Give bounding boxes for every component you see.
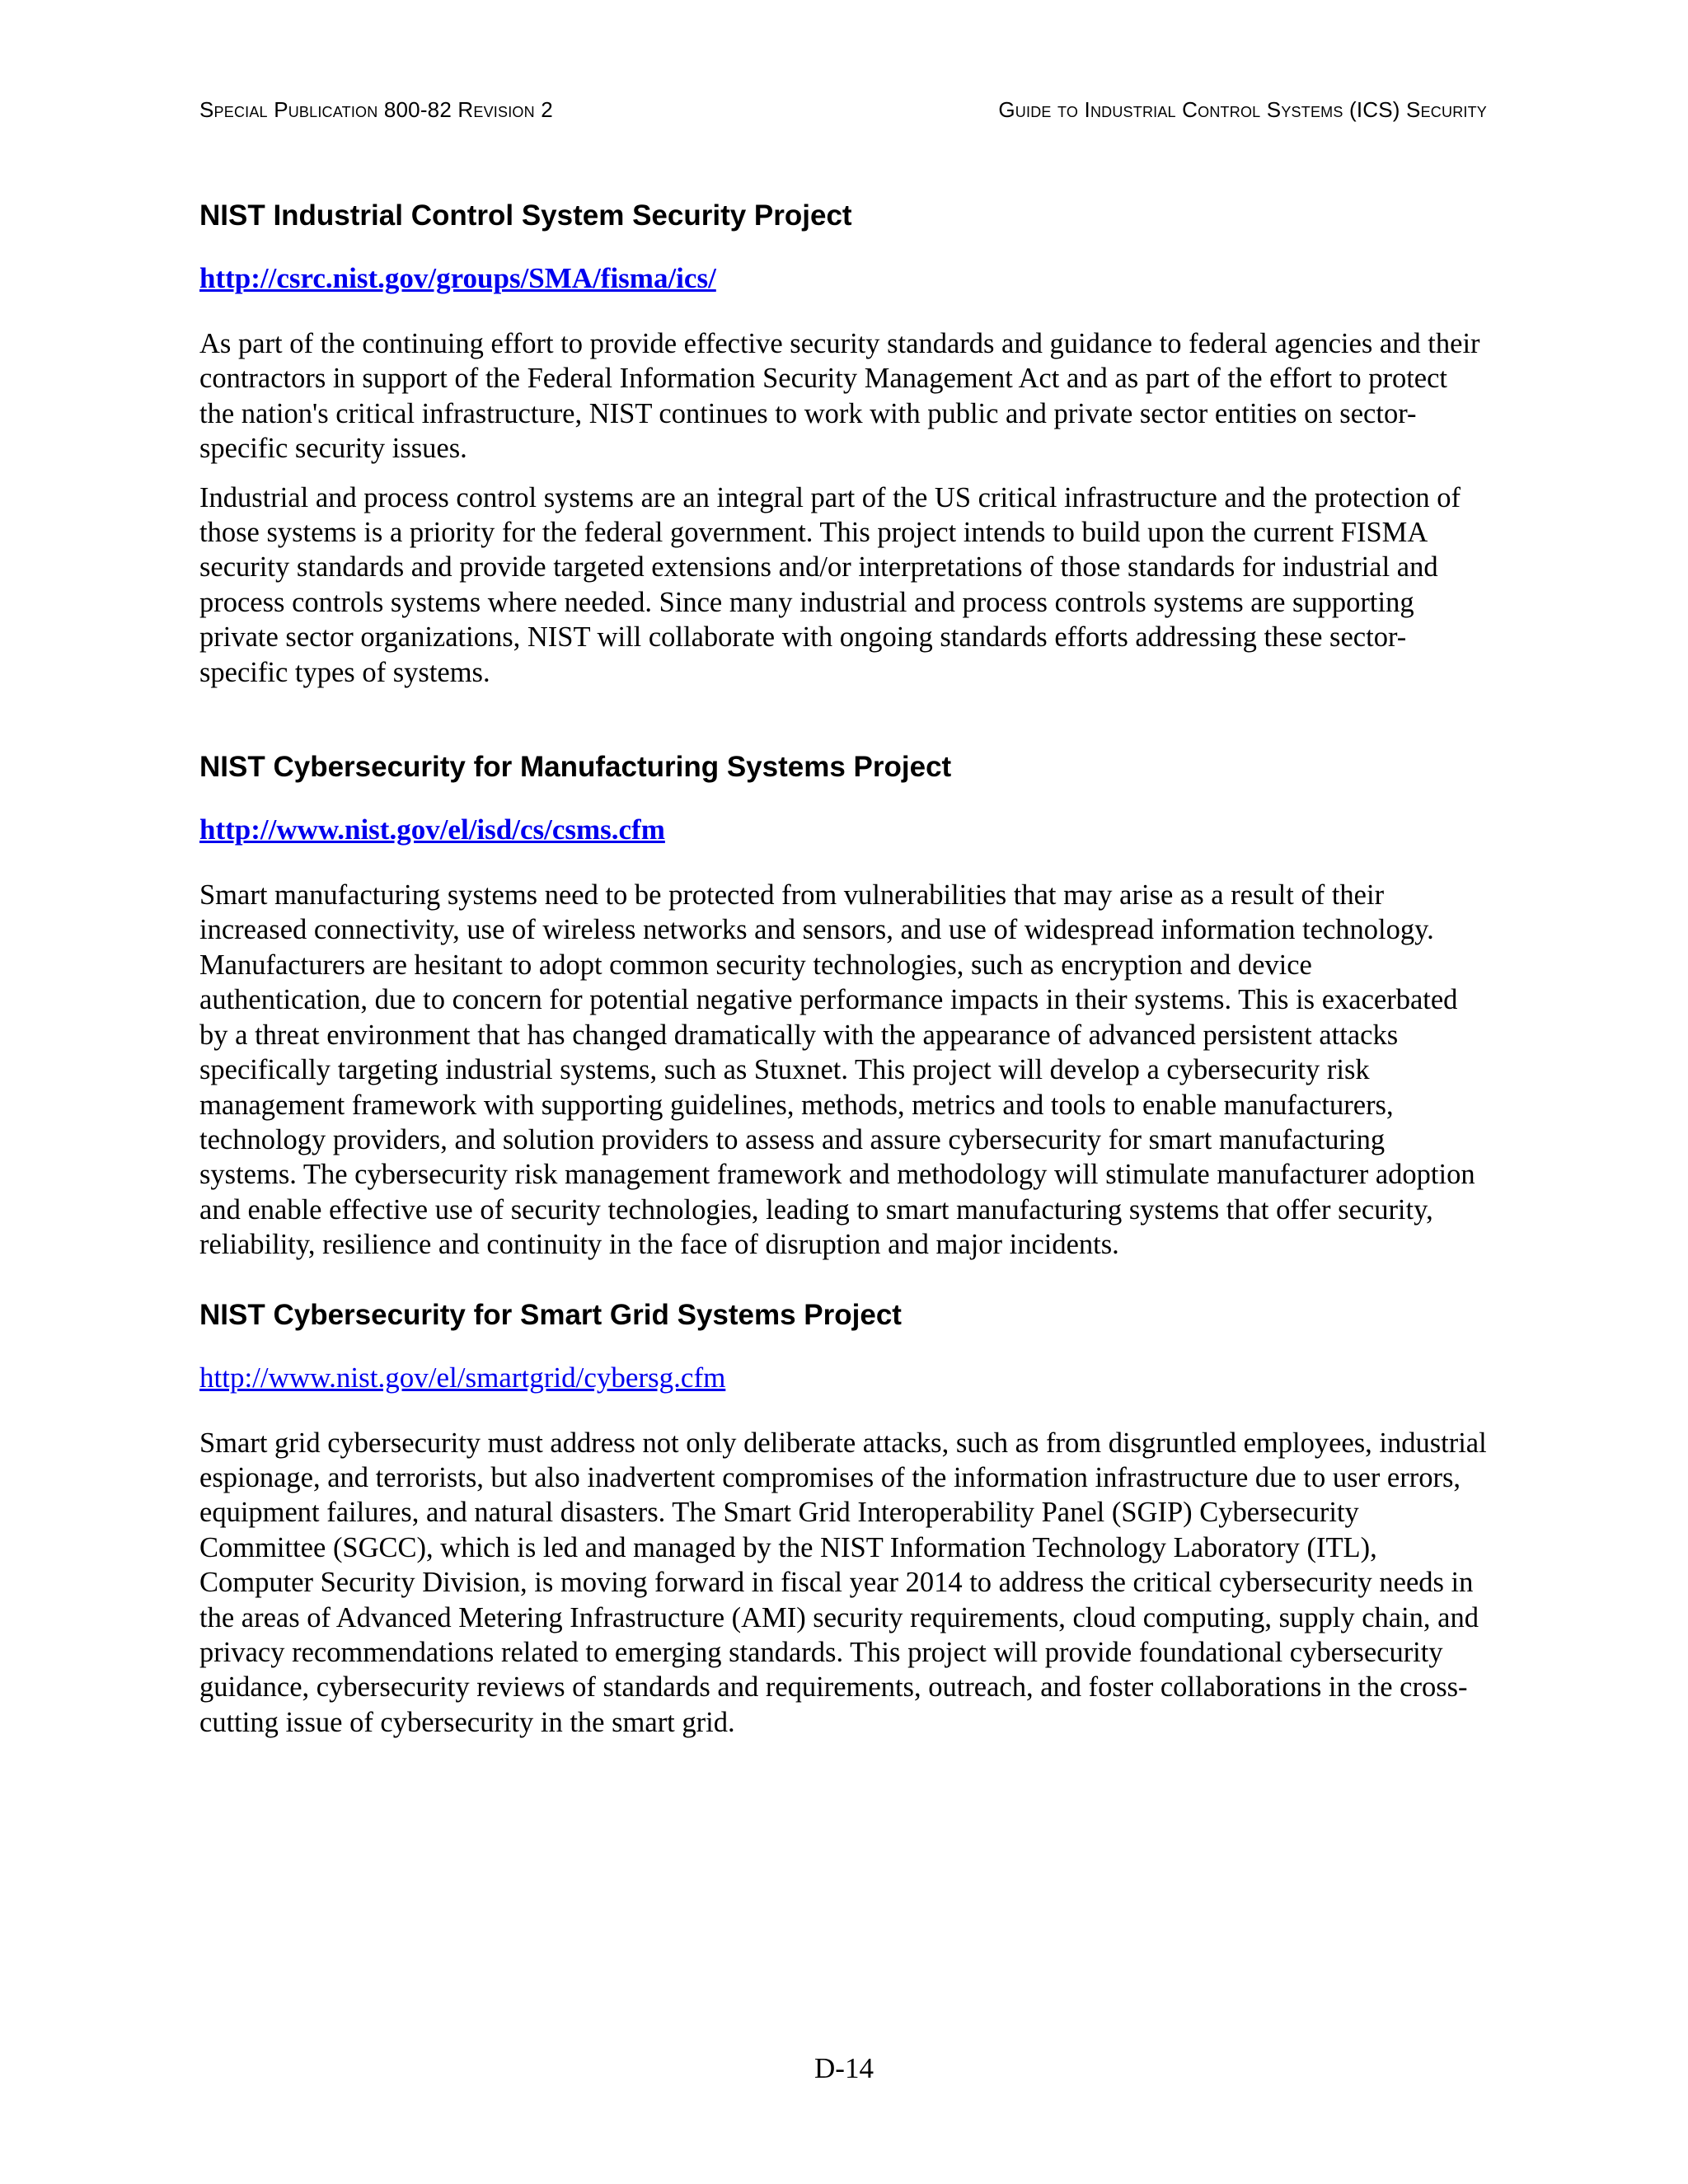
header-publication-title: Special Publication 800-82 Revision 2 [199,97,553,122]
page-content [199,196,1487,1754]
section-ics-security-project [199,196,1487,690]
page-number: D-14 [814,2052,874,2084]
section-title: NIST Cybersecurity for Manufacturing Systems Project [199,751,952,784]
paragraph: Smart grid cybersecurity must address not only deliberate attacks, such as from disgruntled employees, industrial espionage, and terrorists, but also inadvertent compromises of the information infrastructure due to user errors, equipment failures, and natural disasters. The Smart Grid Interoperability Panel (SGIP) Cybersecurity Committee (SGCC), which is led and managed by the NIST Information Technology Laboratory (ITL), Computer Security Division, is moving forward in fiscal year 2014 to address the critical cybersecurity needs in the areas of Advanced Metering Infrastructure (AMI) security requirements, cloud computing, supply chain, and privacy recommendations related to emerging standards. This project will provide foundational cybersecurity guidance, cybersecurity reviews of standards and requirements, outreach, and foster collaborations in the cross-cutting issue of cybersecurity in the smart grid. [199,1427,1487,1738]
header-guide-title: Guide to Industrial Control Systems (ICS) Security [998,97,1487,122]
section-title: NIST Cybersecurity for Smart Grid Systems Project [199,1298,902,1331]
project-link[interactable]: http://www.nist.gov/el/isd/cs/csms.cfm [199,813,665,846]
section-smart-grid-project [199,1296,1487,1741]
paragraph: As part of the continuing effort to provide effective security standards and guidance to federal agencies and their contractors in support of the Federal Information Security Management Act and as part of the effort to protect the nation's critical infrastructure, NIST continues to work with public and private sector entities on sector-specific security issues. [199,328,1480,465]
running-header [199,97,1487,123]
section-title: NIST Industrial Control System Security Project [199,199,852,232]
project-link[interactable]: http://www.nist.gov/el/smartgrid/cybersg.cfm [199,1361,726,1394]
paragraph: Smart manufacturing systems need to be protected from vulnerabilities that may arise as a result of their increased connectivity, use of wireless networks and sensors, and use of widespread information technology. Manufacturers are hesitant to adopt common security technologies, such as encryption and device authentication, due to concern for potential negative performance impacts in their systems. This is exacerbated by a threat environment that has changed dramatically with the appearance of advanced persistent attacks specifically targeting industrial systems, such as Stuxnet. This project will develop a cybersecurity risk management framework with supporting guidelines, methods, metrics and tools to enable manufacturers, technology providers, and solution providers to assess and assure cybersecurity for smart manufacturing systems. The cybersecurity risk management framework and methodology will stimulate manufacturer adoption and enable effective use of security technologies, leading to smart manufacturing systems that offer security, reliability, resilience and continuity in the face of disruption and major incidents. [199,879,1475,1261]
paragraph: Industrial and process control systems are an integral part of the US critical infrastructure and the protection of those systems is a priority for the federal government. This project intends to build upon the current FISMA security standards and provide targeted extensions and/or interpretations of those standards for industrial and process controls systems where needed. Since many industrial and process controls systems are supporting private sector organizations, NIST will collaborate with ongoing standards efforts addressing these sector-specific types of systems. [199,481,1461,688]
project-link[interactable]: http://csrc.nist.gov/groups/SMA/fisma/ics/ [199,262,716,294]
section-manufacturing-project [199,748,1487,1262]
